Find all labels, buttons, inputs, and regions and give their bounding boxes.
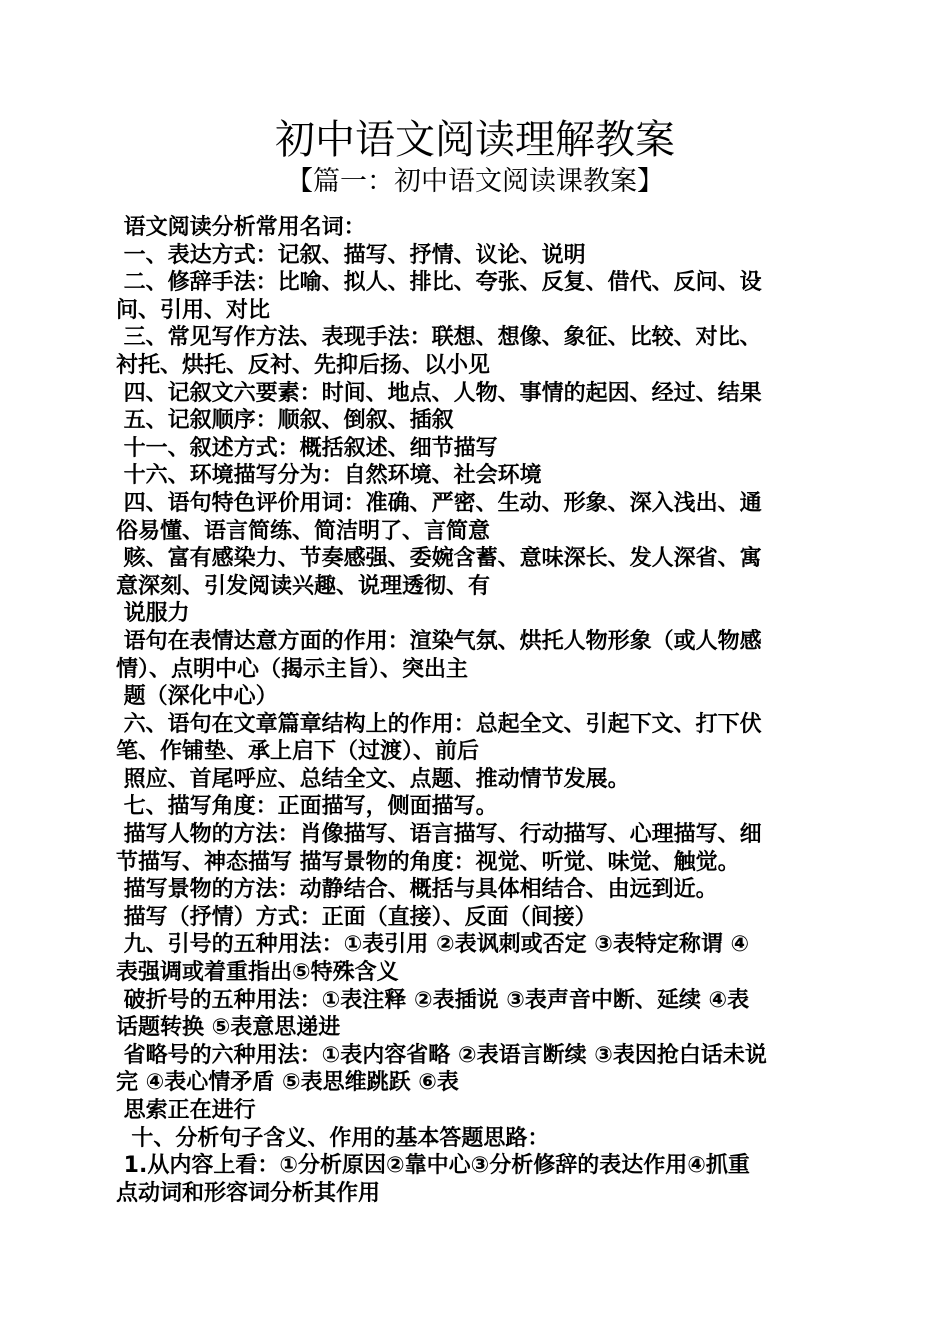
body-line: 四、语句特色评价用词：准确、严密、生动、形象、深入浅出、通 bbox=[116, 490, 762, 516]
body-line: 笔、作铺垫、承上启下（过渡）、前后 bbox=[116, 739, 480, 765]
body-line: 1.从内容上看：①分析原因②靠中心③分析修辞的表达作用④抓重 bbox=[116, 1153, 750, 1179]
body-line: 话题转换 ⑤表意思递进 bbox=[116, 1015, 341, 1041]
body-line: 描写景物的方法：动静结合、概括与具体相结合、由远到近。 bbox=[116, 877, 718, 903]
body-line: 意深刻、引发阅读兴趣、说理透彻、有 bbox=[116, 573, 491, 599]
document-body bbox=[116, 214, 836, 1207]
body-line: 七、描写角度：正面描写，侧面描写。 bbox=[116, 794, 498, 820]
document-title: 初中语文阅读理解教案 bbox=[275, 117, 675, 163]
body-line: 节描写、神态描写 描写景物的角度：视觉、听觉、味觉、触觉。 bbox=[116, 849, 740, 875]
body-line: 十、分析句子含义、作用的基本答题思路： bbox=[116, 1125, 550, 1151]
body-line: 完 ④表心情矛盾 ⑤表思维跳跃 ⑥表 bbox=[116, 1070, 459, 1096]
body-line: 省略号的六种用法：①表内容省略 ②表语言断续 ③表因抢白话未说 bbox=[116, 1042, 767, 1068]
document-subtitle: 【篇一：初中语文阅读课教案】 bbox=[286, 166, 664, 197]
body-line: 描写人物的方法：肖像描写、语言描写、行动描写、心理描写、细 bbox=[116, 822, 762, 848]
body-line: 六、语句在文章篇章结构上的作用：总起全文、引起下文、打下伏 bbox=[116, 711, 762, 737]
body-line: 二、修辞手法：比喻、拟人、排比、夸张、反复、借代、反问、设 bbox=[116, 270, 762, 296]
body-line: 五、记叙顺序：顺叙、倒叙、插叙 bbox=[116, 408, 454, 434]
body-line: 说服力 bbox=[116, 601, 190, 627]
body-line: 俗易懂、语言简练、简洁明了、言简意 bbox=[116, 518, 491, 544]
body-line: 情）、点明中心（揭示主旨）、突出主 bbox=[116, 656, 469, 682]
body-line: 表强调或着重指出⑤特殊含义 bbox=[116, 960, 399, 986]
body-line: 语句在表情达意方面的作用：渲染气氛、烘托人物形象（或人物感 bbox=[116, 628, 762, 654]
body-line: 十六、环境描写分为：自然环境、社会环境 bbox=[116, 463, 542, 489]
body-line: 三、常见写作方法、表现手法：联想、想像、象征、比较、对比、 bbox=[116, 325, 762, 351]
body-line: 语文阅读分析常用名词： bbox=[116, 215, 366, 240]
body-line: 题（深化中心） bbox=[116, 684, 278, 710]
body-line: 十一、叙述方式：概括叙述、细节描写 bbox=[116, 435, 498, 461]
body-line: 四、记叙文六要素：时间、地点、人物、事情的起因、经过、结果 bbox=[116, 380, 762, 406]
body-line: 赅、富有感染力、节奏感强、委婉含蓄、意味深长、发人深省、寓 bbox=[116, 546, 762, 572]
body-line: 思索正在进行 bbox=[116, 1098, 256, 1123]
body-line: 描写（抒情）方式：正面（直接）、反面（间接） bbox=[116, 904, 597, 930]
body-line: 破折号的五种用法：①表注释 ②表插说 ③表声音中断、延续 ④表 bbox=[116, 987, 750, 1013]
body-line: 点动词和形容词分析其作用 bbox=[116, 1180, 381, 1206]
body-line: 问、引用、对比 bbox=[116, 297, 271, 323]
body-line: 九、引号的五种用法：①表引用 ②表讽刺或否定 ③表特定称谓 ④ bbox=[116, 932, 750, 958]
body-line: 衬托、烘托、反衬、先抑后扬、以小见 bbox=[116, 352, 491, 378]
body-line: 一、表达方式：记叙、描写、抒情、议论、说明 bbox=[116, 242, 586, 268]
body-line: 照应、首尾呼应、总结全文、点题、推动情节发展。 bbox=[116, 766, 630, 792]
